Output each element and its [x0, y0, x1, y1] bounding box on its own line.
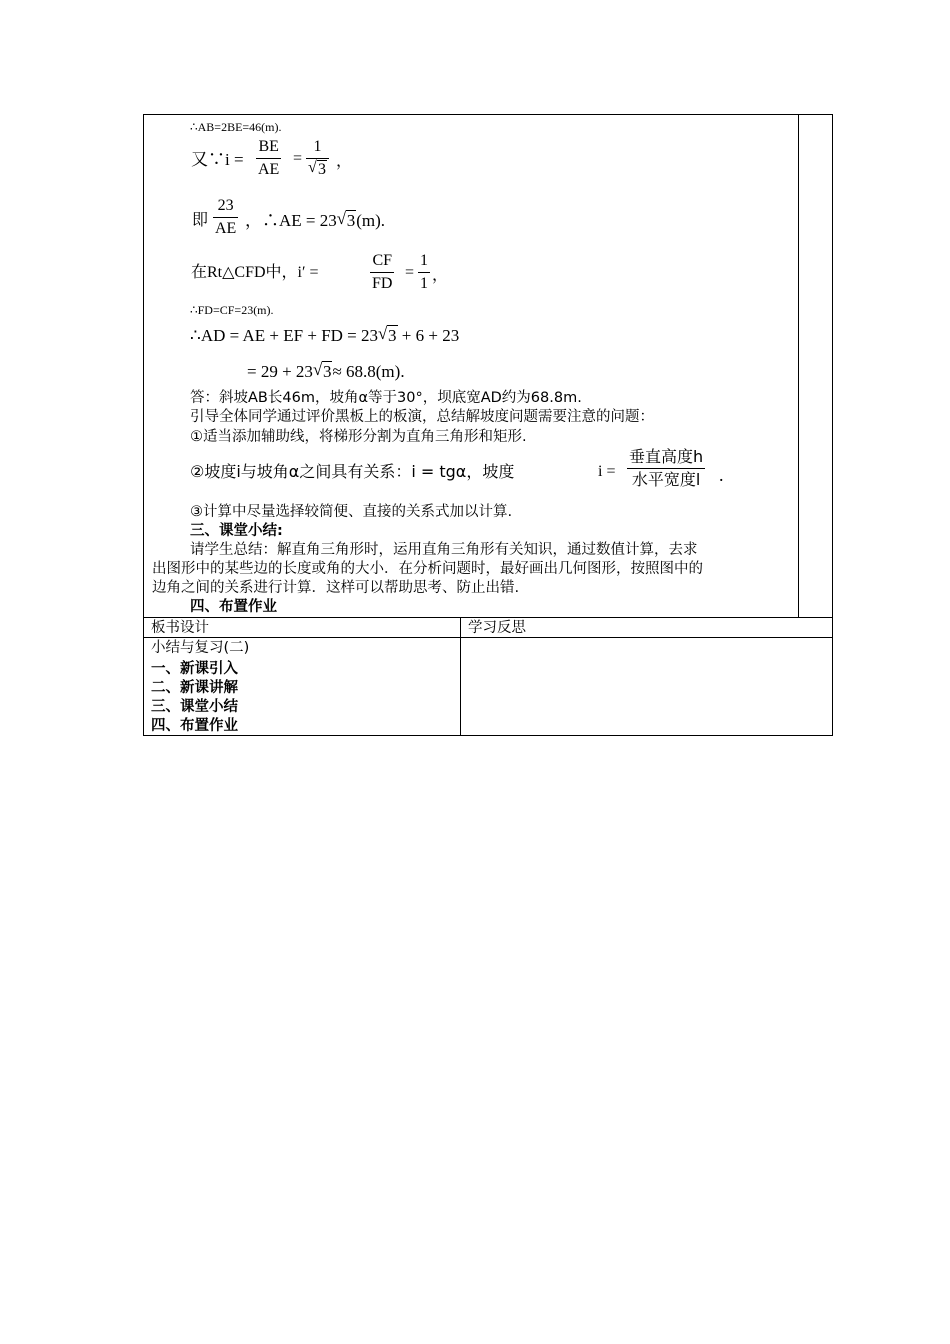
board-item: 二、新课讲解 [151, 680, 238, 696]
fraction-numerator: 1 [420, 252, 428, 269]
fraction-one-one [418, 253, 430, 292]
sqrt: √ 3 [378, 324, 397, 345]
summary-line-2: 出图形中的某些边的长度或角的大小．在分析问题时，最好画出几何图形，按照图中的 [152, 561, 703, 577]
fraction-bar [418, 272, 430, 273]
point-1: ①适当添加辅助线，将梯形分割为直角三角形和矩形. [190, 429, 527, 445]
point-2-period: . [719, 465, 724, 485]
equals-sign: = [293, 150, 303, 167]
line-rt-prefix: 在Rt△CFD中，i′ = [191, 264, 319, 281]
fraction-cf-fd [370, 253, 394, 292]
fraction-numerator: BE [258, 138, 279, 155]
line-you-prefix: 又∵i = [191, 150, 244, 169]
result-approx: ≈ 68.8(m). [332, 362, 405, 381]
point-2: ②坡度i与坡角α之间具有关系：i = tgα，坡度 [190, 462, 515, 481]
row-divider-2 [143, 637, 833, 638]
line-ab: ∴AB=2BE=46(m). [190, 120, 282, 134]
ad-expression-tail: + 6 + 23 [401, 326, 460, 345]
fraction-denominator: 水平宽度l [631, 470, 701, 489]
equals-sign: = [405, 264, 415, 281]
comma: ， [336, 151, 353, 170]
fraction-denominator: AE [258, 161, 280, 178]
column-divider-right [798, 114, 799, 618]
fraction-bar [213, 217, 238, 218]
fraction-be-ae [256, 139, 281, 178]
board-item: 一、新课引入 [151, 661, 238, 677]
line-ad [190, 324, 460, 345]
fraction-numerator: 1 [313, 138, 322, 155]
sqrt: √ 3 [336, 209, 356, 230]
comma: ， [432, 265, 449, 284]
board-item: 四、布置作业 [151, 718, 238, 734]
line-fd: ∴FD=CF=23(m). [190, 303, 274, 317]
sqrt: √ 3 [312, 360, 332, 381]
fraction-bar [627, 468, 705, 469]
board-design-header: 板书设计 [151, 620, 209, 636]
line-ji-suffix [245, 209, 386, 230]
board-title: 小结与复习(二) [151, 640, 250, 656]
fraction-numerator: 垂直高度h [629, 447, 704, 466]
guide-line: 引导全体同学通过评价黑板上的板演，总结解坡度问题需要注意的问题： [190, 409, 654, 425]
board-item: 三、课堂小结 [151, 699, 238, 715]
fraction-numerator: 23 [217, 197, 234, 214]
section-3-heading: 三、课堂小结: [190, 523, 283, 539]
fraction-denominator: FD [372, 275, 393, 292]
fraction-bar [370, 272, 394, 273]
fraction-bar [256, 158, 281, 159]
summary-line-3: 边角之间的关系进行计算．这样可以帮助思考、防止出错. [152, 580, 520, 596]
fraction-numerator: CF [372, 252, 393, 269]
point-3: ③计算中尽量选择较简便、直接的关系式加以计算. [190, 504, 513, 520]
result-expression: = 29 + 23 [247, 362, 313, 381]
summary-line-1: 请学生总结：解直角三角形时，运用直角三角形有关知识，通过数值计算，去求 [190, 542, 698, 558]
answer-line: 答：斜坡AB长46m，坡角α等于30°，坝底宽AD约为68.8m. [190, 390, 582, 406]
sqrt: √ 3 [308, 159, 326, 178]
ad-expression: ∴AD = AE + EF + FD = 23 [190, 326, 379, 345]
line-ji-prefix: 即 [192, 210, 209, 229]
fraction-denominator: AE [215, 220, 237, 237]
fraction-one-root3 [306, 139, 329, 178]
column-divider-mid [460, 617, 461, 736]
section-4-heading: 四、布置作业 [190, 599, 277, 615]
fraction-denominator [306, 159, 329, 178]
unit-meter: (m). [356, 211, 386, 230]
line-result [247, 360, 405, 381]
fraction-23-ae [213, 198, 238, 237]
reflection-header: 学习反思 [468, 620, 526, 636]
fraction-denominator: 1 [420, 275, 428, 292]
ae-expression: ，∴AE = 23 [245, 211, 337, 230]
point-2-i: i = [598, 463, 616, 480]
row-divider-1 [143, 617, 833, 618]
fraction-slope [627, 449, 705, 488]
